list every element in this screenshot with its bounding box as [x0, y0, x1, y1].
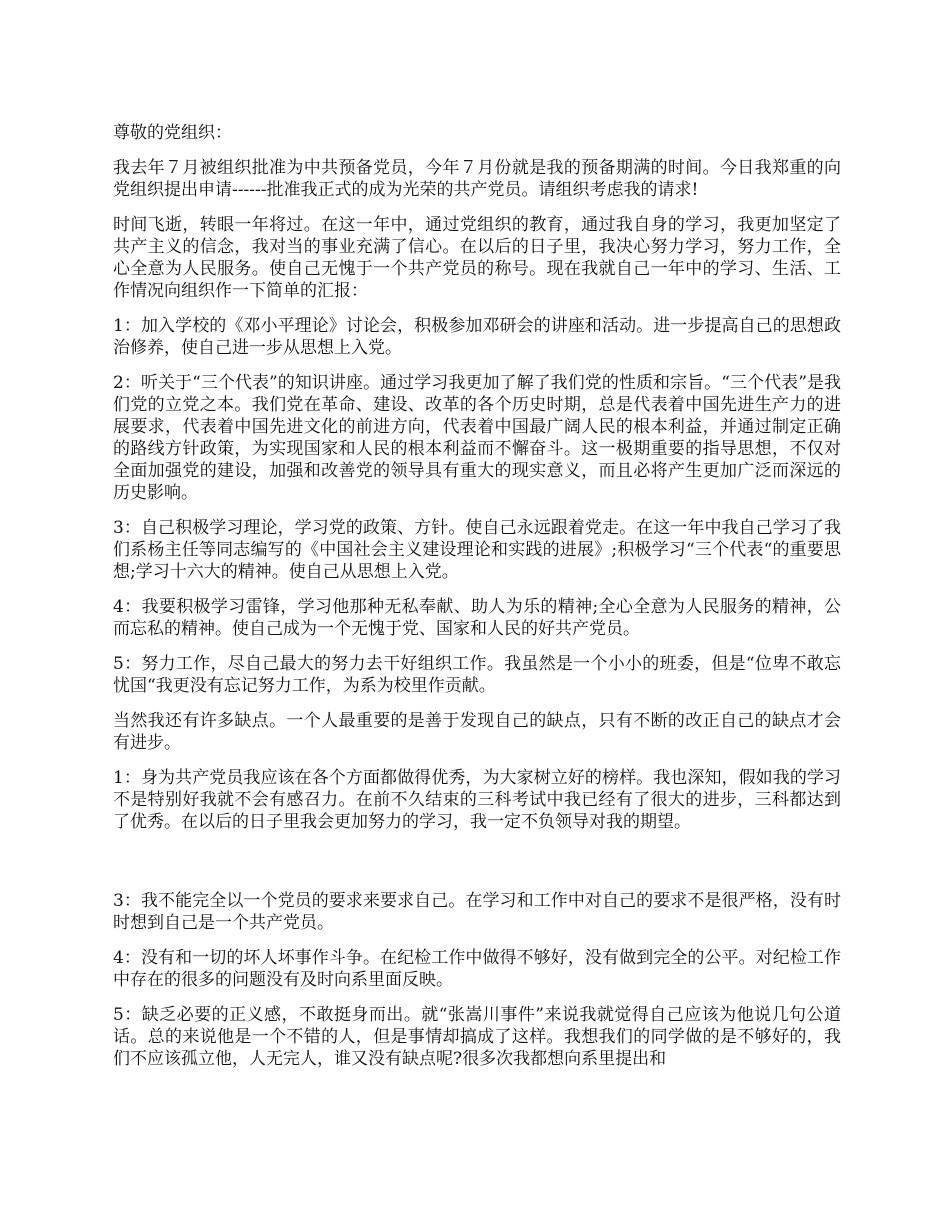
paragraph-item-1-theory: 1：加入学校的《邓小平理论》讨论会，积极参加邓研会的讲座和活动。进一步提高自己的思想政治修养，使自己进一步从思想上入党。 [113, 316, 841, 358]
paragraph-item-3-policy: 3：自己积极学习理论，学习党的政策、方针。使自己永远跟着党走。在这一年中我自己学习了我们系杨主任等同志编写的《中国社会主义建设理论和实践的进展》;积极学习“三个代表“的重要思想;学习十六大的精神。使自己从思想上入党。 [113, 518, 841, 582]
paragraph-item-4-lei-feng: 4：我要积极学习雷锋，学习他那种无私奉献、助人为乐的精神;全心全意为人民服务的精神，公而忘私的精神。使自己成为一个无愧于党、国家和人民的好共产党员。 [113, 597, 841, 639]
paragraph-shortcoming-3: 3：我不能完全以一个党员的要求来要求自己。在学习和工作中对自己的要求不是很严格，没有时时想到自己是一个共产党员。 [113, 891, 841, 933]
blank-gap [113, 846, 841, 890]
paragraph-item-2-three-represents: 2：听关于“三个代表”的知识讲座。通过学习我更加了解了我们党的性质和宗旨。“三个代表”是我们党的立党之本。我们党在革命、建设、改革的各个历史时期，总是代表着中国先进生产力的进展要求，代表着中国先进文化的前进方向，代表着中国最广阔人民的根本利益，并通过制定正确的路线方针政策，为实现国家和人民的根本利益而不懈奋斗。这一极期重要的指导思想，不仅对全面加强党的建设，加强和改善党的领导具有重大的现实意义，而且必将产生更加广泛而深远的历史影响。 [113, 373, 841, 503]
document-body [113, 122, 841, 1083]
paragraph-intro-summary: 时间飞逝，转眼一年将过。在这一年中，通过党组织的教育，通过我自身的学习，我更加坚定了共产主义的信念，我对当的事业充满了信心。在以后的日子里，我决心努力学习，努力工作，全心全意为人民服务。使自己无愧于一个共产党员的称号。现在我就自己一年中的学习、生活、工作情况向组织作一下简单的汇报： [113, 215, 841, 301]
paragraph-item-5-work: 5：努力工作，尽自己最大的努力去干好组织工作。我虽然是一个小小的班委，但是“位卑不敢忘忧国“我更没有忘记努力工作，为系为校里作贡献。 [113, 654, 841, 696]
paragraph-shortcoming-1: 1：身为共产党员我应该在各个方面都做得优秀，为大家树立好的榜样。我也深知，假如我的学习不是特别好我就不会有感召力。在前不久结束的三科考试中我已经有了很大的进步，三科都达到了优秀。在以后的日子里我会更加努力的学习，我一定不负领导对我的期望。 [113, 768, 841, 832]
paragraph-shortcoming-4: 4：没有和一切的坏人坏事作斗争。在纪检工作中做得不够好，没有做到完全的公平。对纪检工作中存在的很多的问题没有及时向系里面反映。 [113, 948, 841, 990]
paragraph-application: 我去年７月被组织批准为中共预备党员，今年７月份就是我的预备期满的时间。今日我郑重的向党组织提出申请------批准我正式的成为光荣的共产党员。请组织考虑我的请求! [113, 158, 841, 200]
paragraph-shortcomings-intro: 当然我还有许多缺点。一个人最重要的是善于发现自己的缺点，只有不断的改正自己的缺点才会有进步。 [113, 711, 841, 753]
paragraph-shortcoming-5: 5：缺乏必要的正义感，不敢挺身而出。就“张嵩川事件”来说我就觉得自己应该为他说几句公道话。总的来说他是一个不错的人，但是事情却搞成了这样。我想我们的同学做的是不够好的，我们不应该孤立他，人无完人，谁又没有缺点呢?很多次我都想向系里提出和 [113, 1005, 841, 1069]
salutation: 尊敬的党组织： [113, 123, 232, 143]
